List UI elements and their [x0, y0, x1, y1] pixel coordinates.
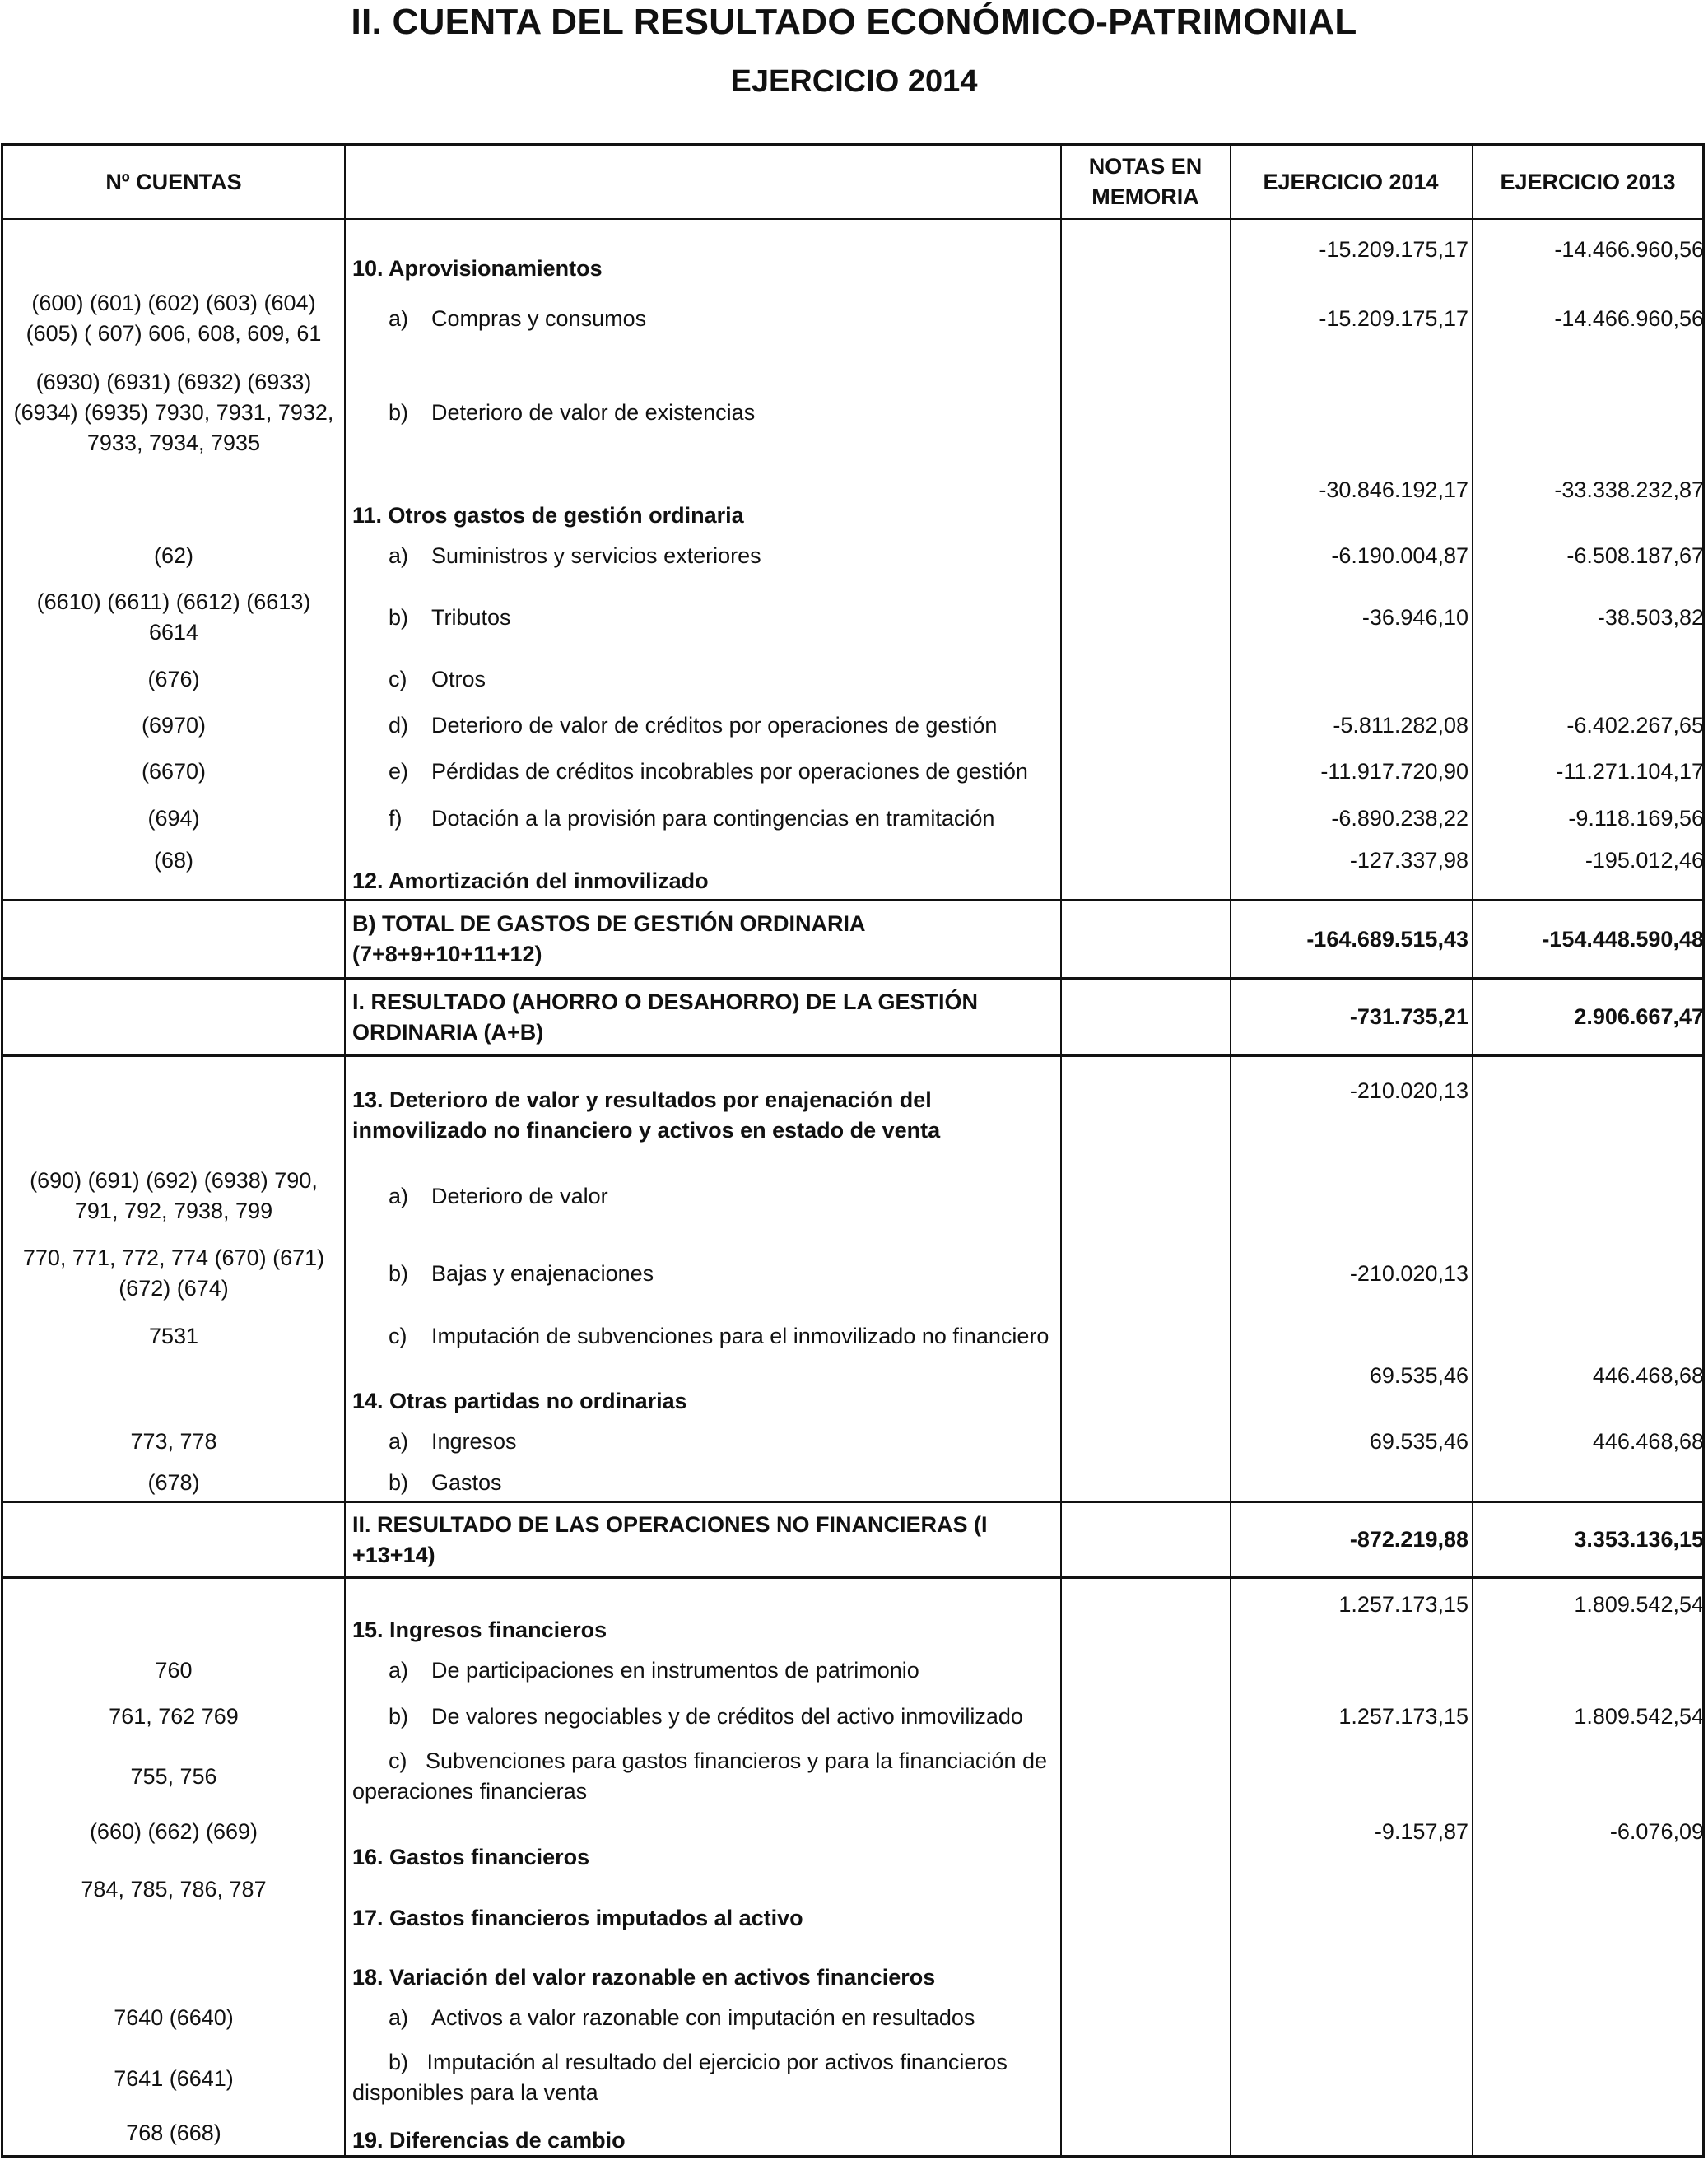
row-description: Otros — [431, 666, 486, 691]
row-description: Ingresos — [431, 1428, 517, 1454]
value-2013: -6.076,09 — [1609, 1819, 1704, 1844]
row-divider — [3, 1054, 1702, 1057]
value-2013: -6.402.267,65 — [1566, 712, 1704, 738]
row-description: 10. Aprovisionamientos — [352, 256, 603, 281]
item-letter: a) — [389, 542, 409, 568]
value-2014: -11.917.720,90 — [1320, 758, 1468, 784]
value-2013: -195.012,46 — [1585, 848, 1704, 873]
value-2013: 446.468,68 — [1592, 1428, 1704, 1454]
table-row — [3, 748, 1702, 794]
table-row — [3, 235, 1702, 284]
table-row — [3, 475, 1702, 531]
account-codes: (676) — [147, 666, 200, 691]
value-2013: -33.338.232,87 — [1554, 477, 1704, 502]
value-2014: 69.535,46 — [1369, 1428, 1468, 1454]
item-letter: b) — [389, 2050, 409, 2074]
item-letter: e) — [389, 758, 409, 784]
table-row — [3, 794, 1702, 842]
value-2013: -11.271.104,17 — [1556, 758, 1704, 784]
row-description: 19. Diferencias de cambio — [352, 2128, 626, 2153]
row-description: 11. Otros gastos de gestión ordinaria — [352, 503, 744, 528]
row-description: Deterioro de valor de existencias — [431, 399, 756, 425]
row-description: Gastos — [431, 1469, 502, 1495]
item-letter: a) — [389, 305, 409, 331]
header-ejercicio-2013: EJERCICIO 2013 — [1500, 169, 1676, 194]
table-row — [3, 579, 1702, 656]
table-row — [3, 1073, 1702, 1158]
item-letter: a) — [389, 1183, 409, 1208]
table-row — [3, 980, 1702, 1054]
item-letter: b) — [389, 604, 409, 630]
account-codes: (6970) — [141, 712, 207, 738]
row-divider — [3, 218, 1702, 220]
value-2013: 2.906.667,47 — [1574, 1004, 1704, 1029]
account-codes: (690) (691) (692) (6938) 790, 791, 792, 7938, 799 — [30, 1168, 318, 1223]
row-description: II. RESULTADO DE LAS OPERACIONES NO FINANCIERAS (I +13+14) — [352, 1511, 988, 1567]
table-row — [3, 1817, 1702, 1873]
value-2014: 1.257.173,15 — [1338, 1592, 1468, 1617]
row-description: Activos a valor razonable con imputación en resultados — [431, 2004, 975, 2030]
row-description: 13. Deterioro de valor y resultados por enajenación del inmovilizado no financiero y activos en estado de venta — [352, 1087, 941, 1143]
table-row — [3, 533, 1702, 579]
account-codes: 773, 778 — [130, 1428, 217, 1454]
account-codes: 768 (668) — [126, 2120, 221, 2145]
table-row — [3, 351, 1702, 473]
row-description: 14. Otras partidas no ordinarias — [352, 1389, 687, 1413]
value-2014: 1.257.173,15 — [1338, 1703, 1468, 1729]
value-2014: -6.190.004,87 — [1331, 542, 1468, 568]
item-letter: b) — [389, 1260, 409, 1286]
value-2014: -164.689.515,43 — [1306, 926, 1468, 952]
row-description: 18. Variación del valor razonable en activos financieros — [352, 1965, 936, 1990]
value-2013: 1.809.542,54 — [1574, 1703, 1704, 1729]
account-codes: 7640 (6640) — [114, 2004, 234, 2030]
row-description: De valores negociables y de créditos del activo inmovilizado — [431, 1703, 1023, 1729]
table-row — [3, 286, 1702, 351]
table-row — [3, 1693, 1702, 1739]
item-letter: b) — [389, 1703, 409, 1729]
account-codes: (694) — [147, 805, 200, 831]
table-row — [3, 1234, 1702, 1313]
item-letter: c) — [389, 1748, 407, 1773]
value-2013: -154.448.590,48 — [1542, 926, 1704, 952]
row-description: De participaciones en instrumentos de patrimonio — [431, 1657, 919, 1683]
account-codes: 770, 771, 772, 774 (670) (671) (672) (674) — [22, 1245, 325, 1301]
row-description: Pérdidas de créditos incobrables por operaciones de gestión — [431, 758, 1028, 784]
row-description: Suministros y servicios exteriores — [431, 542, 761, 568]
value-2013: -6.508.187,67 — [1566, 542, 1704, 568]
account-codes: 7641 (6641) — [114, 2065, 234, 2091]
value-2013: -14.466.960,56 — [1554, 237, 1704, 262]
table-row — [3, 1647, 1702, 1693]
account-codes: 755, 756 — [130, 1763, 217, 1789]
account-codes: 761, 762 769 — [109, 1703, 239, 1729]
table-row — [3, 1995, 1702, 2041]
row-description: I. RESULTADO (AHORRO O DESAHORRO) DE LA GESTIÓN ORDINARIA (A+B) — [352, 989, 979, 1045]
row-divider — [3, 1576, 1702, 1579]
value-2013: 446.468,68 — [1592, 1363, 1704, 1388]
value-2014: -210.020,13 — [1349, 1260, 1468, 1286]
row-description: Subvenciones para gastos financieros y para la financiación de operaciones financieras — [352, 1748, 1047, 1804]
account-codes: (600) (601) (602) (603) (604) (605) ( 607) 606, 608, 609, 61 — [26, 291, 322, 346]
value-2014: -9.157,87 — [1374, 1819, 1468, 1844]
table-row — [3, 1590, 1702, 1646]
page-subtitle: EJERCICIO 2014 — [730, 64, 978, 99]
item-letter: c) — [389, 1323, 407, 1348]
value-2014: -6.890.238,22 — [1331, 805, 1468, 831]
row-description: Bajas y enajenaciones — [431, 1260, 654, 1286]
value-2013: -14.466.960,56 — [1554, 305, 1704, 331]
header-notas: NOTAS EN MEMORIA — [1088, 154, 1203, 209]
table-row — [3, 1361, 1702, 1417]
account-codes: 760 — [155, 1657, 193, 1683]
value-2013: -9.118.169,56 — [1568, 805, 1704, 831]
table-row — [3, 1464, 1702, 1501]
value-2014: -15.209.175,17 — [1319, 305, 1468, 331]
account-codes: (68) — [153, 848, 193, 873]
item-letter: f) — [389, 805, 403, 831]
row-description: Compras y consumos — [431, 305, 647, 331]
value-2014: -127.337,98 — [1349, 848, 1468, 873]
value-2014: -36.946,10 — [1361, 604, 1468, 630]
row-description: Dotación a la provisión para contingencias en tramitación — [431, 805, 995, 831]
value-2014: 69.535,46 — [1369, 1363, 1468, 1388]
value-2013: 3.353.136,15 — [1574, 1527, 1704, 1552]
account-codes: (660) (662) (669) — [89, 1819, 258, 1844]
header-cuentas: Nº CUENTAS — [105, 169, 242, 194]
account-codes: (678) — [147, 1469, 200, 1495]
row-description: Deterioro de valor — [431, 1183, 608, 1208]
table-row — [3, 702, 1702, 748]
value-2013: -38.503,82 — [1597, 604, 1704, 630]
row-description: 15. Ingresos financieros — [352, 1618, 607, 1642]
item-letter: b) — [389, 399, 409, 425]
table-row — [3, 2118, 1702, 2156]
table-row — [3, 1874, 1702, 1934]
row-description: B) TOTAL DE GASTOS DE GESTIÓN ORDINARIA (7+8+9+10+11+12) — [352, 911, 865, 966]
value-2014: -30.846.192,17 — [1319, 477, 1468, 502]
table-row — [3, 1313, 1702, 1359]
account-codes: 7531 — [148, 1323, 199, 1348]
value-2014: -731.735,21 — [1349, 1004, 1468, 1029]
table-row — [3, 1503, 1702, 1576]
row-description: Tributos — [431, 604, 511, 630]
account-codes: (6930) (6931) (6932) (6933) (6934) (6935) 7930, 7931, 7932, 7933, 7934, 7935 — [13, 369, 334, 455]
table-row — [3, 1418, 1702, 1464]
row-description: Deterioro de valor de créditos por operaciones de gestión — [431, 712, 998, 738]
row-description: 12. Amortización del inmovilizado — [352, 868, 709, 893]
header-ejercicio-2014: EJERCICIO 2014 — [1263, 169, 1439, 194]
row-description: 17. Gastos financieros imputados al activo — [352, 1906, 803, 1930]
table-row — [3, 656, 1702, 702]
item-letter: a) — [389, 1657, 409, 1683]
account-codes: 784, 785, 786, 787 — [81, 1877, 267, 1902]
value-2014: -5.811.282,08 — [1333, 712, 1468, 738]
table-row — [3, 1935, 1702, 1993]
account-codes: (6670) — [141, 758, 207, 784]
value-2014: -872.219,88 — [1349, 1527, 1468, 1552]
value-2014: -210.020,13 — [1349, 1078, 1468, 1103]
value-2014: -15.209.175,17 — [1319, 237, 1468, 262]
results-table — [1, 143, 1705, 2158]
item-letter: d) — [389, 712, 409, 738]
account-codes: (6610) (6611) (6612) (6613) 6614 — [36, 589, 311, 645]
item-letter: b) — [389, 1469, 409, 1495]
row-description: 16. Gastos financieros — [352, 1845, 590, 1869]
table-row — [3, 901, 1702, 977]
account-codes: (62) — [153, 542, 193, 568]
row-description: Imputación de subvenciones para el inmovilizado no financiero — [431, 1323, 1049, 1348]
table-row — [3, 1158, 1702, 1234]
value-2013: 1.809.542,54 — [1574, 1592, 1704, 1617]
table-row — [3, 1739, 1702, 1813]
item-letter: a) — [389, 2004, 409, 2030]
row-description: Imputación al resultado del ejercicio por activos financieros disponibles para la venta — [352, 2050, 1008, 2105]
table-row — [3, 2041, 1702, 2116]
table-row — [3, 845, 1702, 896]
item-letter: c) — [389, 666, 407, 691]
page-title: II. CUENTA DEL RESULTADO ECONÓMICO-PATRIMONIAL — [351, 2, 1357, 42]
item-letter: a) — [389, 1428, 409, 1454]
